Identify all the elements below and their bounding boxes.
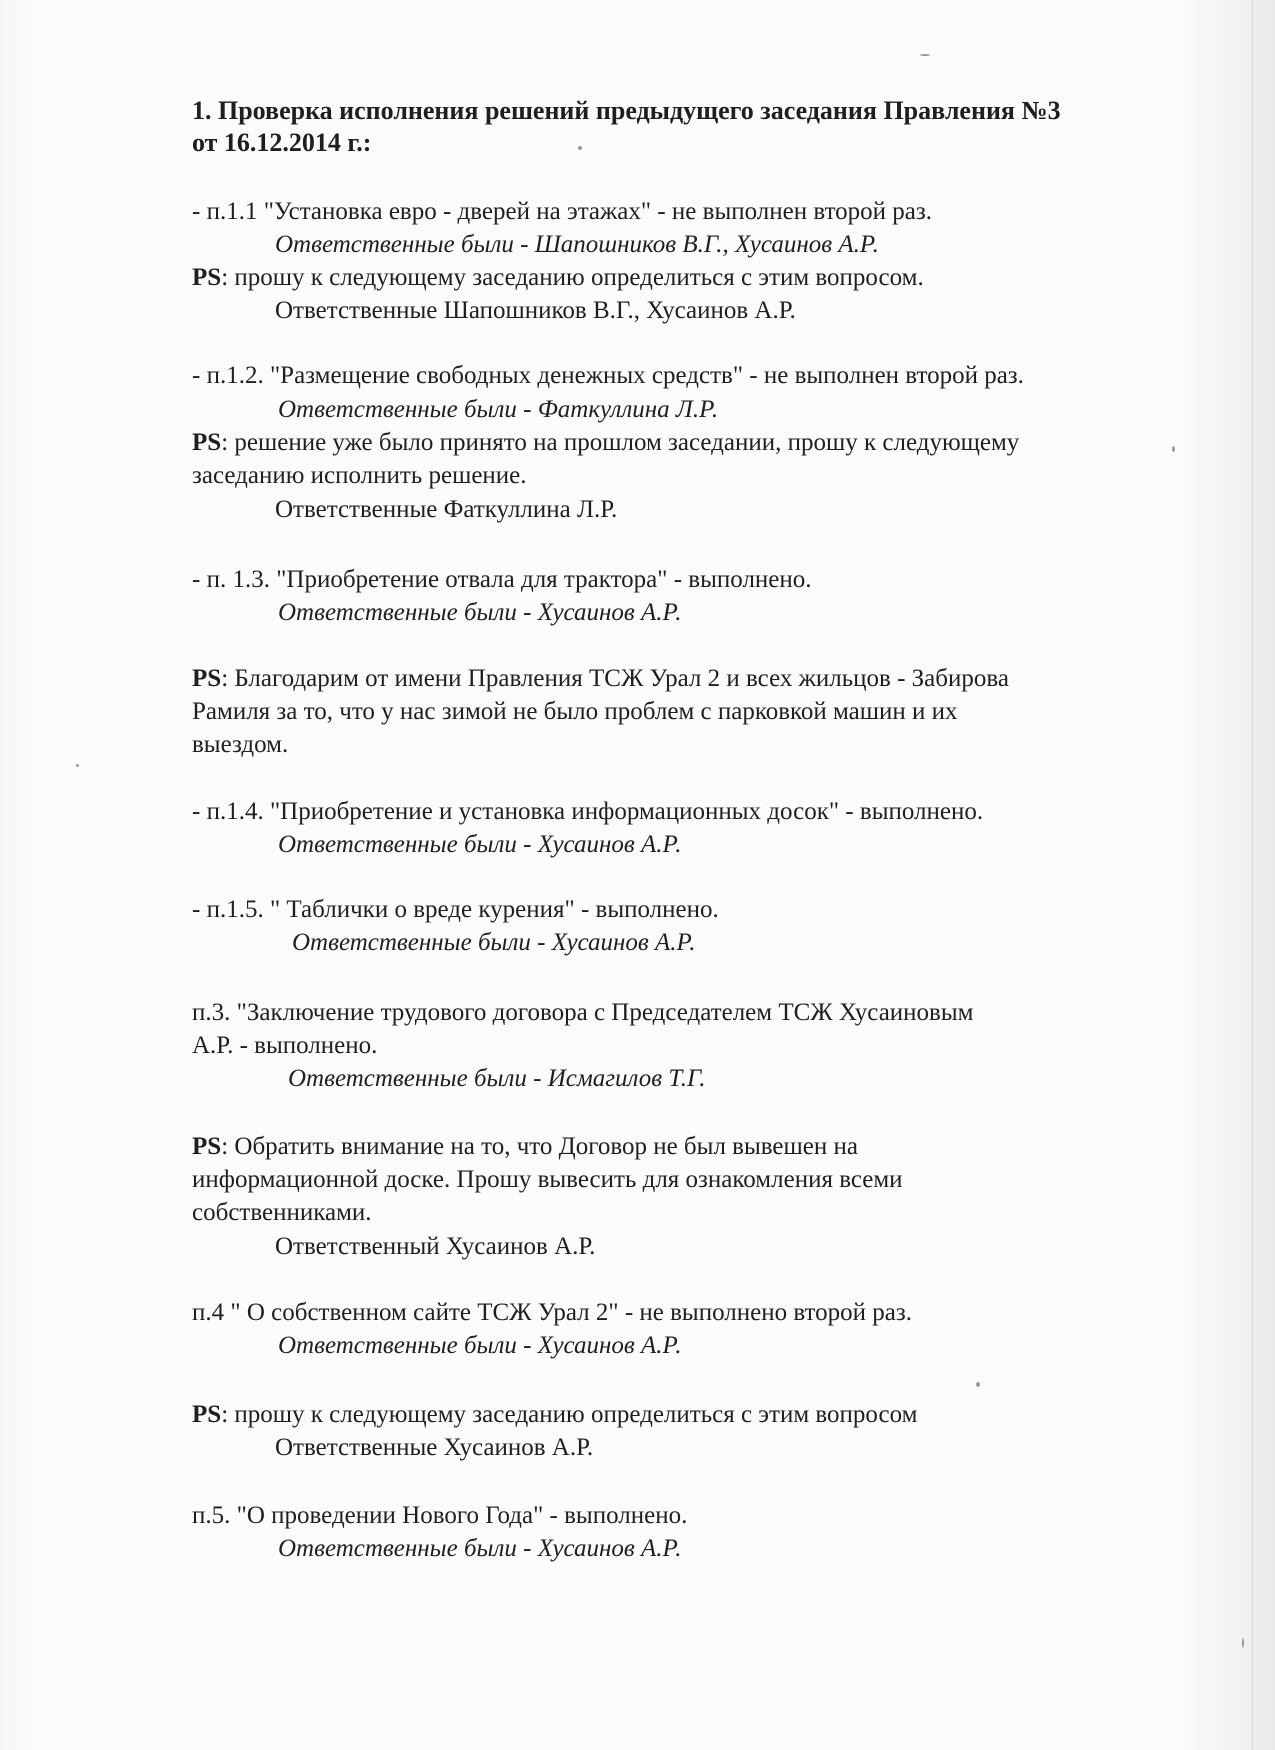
item-1-responsible: Ответственные были - Шапошников В.Г., Хусаинов А.Р.: [275, 231, 879, 258]
item-1-text: - п.1.1 "Установка евро - дверей на этажах" - не выполнен второй раз.: [192, 198, 933, 225]
item-3-ps-text-1: : Благодарим от имени Правления ТСЖ Урал 2 и всех жильцов - Забирова: [221, 665, 1009, 692]
scan-speck: [578, 146, 582, 150]
scan-speck: [1172, 446, 1175, 452]
item-6-text-line-1: п.3. "Заключение трудового договора с Председателем ТСЖ Хусаиновым: [192, 999, 974, 1026]
item-2-text: - п.1.2. "Размещение свободных денежных средств" - не выполнен второй раз.: [192, 362, 1024, 389]
item-3-text: - п. 1.3. "Приобретение отвала для трактора" - выполнено.: [192, 566, 812, 593]
item-3-ps-line-1: [192, 664, 1009, 694]
ps-label: PS: [192, 1401, 222, 1428]
item-5-text: - п.1.5. " Таблички о вреде курения" - выполнено.: [192, 896, 719, 923]
item-8-text: п.5. "О проведении Нового Года" - выполнено.: [192, 1502, 688, 1529]
item-7-responsible: Ответственные были - Хусаинов А.Р.: [278, 1332, 682, 1359]
item-6-ps-line-2: информационной доске. Прошу вывесить для ознакомления всеми: [192, 1166, 903, 1193]
ps-label: PS: [192, 665, 222, 692]
item-3-ps-line-2: Рамиля за то, что у нас зимой не было проблем с парковкой машин и их: [192, 698, 958, 725]
item-2-ps-text-1: : решение уже было принято на прошлом заседании, прошу к следующему: [221, 429, 1020, 456]
ps-label: PS: [192, 429, 222, 456]
item-5-responsible: Ответственные были - Хусаинов А.Р.: [292, 929, 696, 956]
section-heading-line-2: от 16.12.2014 г.:: [192, 128, 372, 157]
item-6-responsible: Ответственные были - Исмагилов Т.Г.: [288, 1065, 706, 1092]
item-7-ps-responsible: Ответственные Хусаинов А.Р.: [275, 1434, 594, 1461]
item-6-ps-line-3: собственниками.: [192, 1199, 372, 1226]
item-4-text: - п.1.4. "Приобретение и установка информационных досок" - выполнено.: [192, 798, 984, 825]
item-6-ps-text-1: : Обратить внимание на то, что Договор не был вывешен на: [221, 1133, 858, 1160]
item-6-ps-responsible: Ответственный Хусаинов А.Р.: [275, 1233, 596, 1260]
item-4-responsible: Ответственные были - Хусаинов А.Р.: [278, 831, 682, 858]
item-1-ps-text: : прошу к следующему заседанию определиться с этим вопросом.: [221, 264, 924, 291]
item-1-ps-responsible: Ответственные Шапошников В.Г., Хусаинов А.Р.: [275, 297, 796, 324]
item-2-ps-line-1: [192, 428, 1019, 458]
item-6-ps-line-1: [192, 1132, 858, 1162]
ps-label: PS: [192, 1133, 222, 1160]
scan-speck: [76, 764, 79, 767]
item-7-ps: [192, 1400, 917, 1430]
ps-label: PS: [192, 264, 222, 291]
item-3-responsible: Ответственные были - Хусаинов А.Р.: [278, 599, 682, 626]
item-3-ps-line-3: выездом.: [192, 731, 289, 758]
item-8-responsible: Ответственные были - Хусаинов А.Р.: [278, 1535, 682, 1562]
section-heading-line-1: 1. Проверка исполнения решений предыдущего заседания Правления №3: [192, 96, 1061, 125]
item-2-responsible: Ответственные были - Фаткуллина Л.Р.: [278, 396, 719, 423]
item-7-text: п.4 " О собственном сайте ТСЖ Урал 2" - не выполнено второй раз.: [192, 1299, 912, 1326]
item-2-ps-line-2: заседанию исполнить решение.: [192, 462, 527, 489]
item-7-ps-text: : прошу к следующему заседанию определиться с этим вопросом: [221, 1401, 918, 1428]
scan-edge: [1252, 0, 1253, 1750]
scan-speck: [1242, 1638, 1244, 1648]
item-6-text-line-2: А.Р. - выполнено.: [192, 1032, 378, 1059]
item-1-ps: [192, 263, 924, 293]
scan-speck: [920, 54, 930, 56]
item-2-ps-responsible: Ответственные Фаткуллина Л.Р.: [275, 496, 618, 523]
scan-speck: [976, 1382, 980, 1387]
